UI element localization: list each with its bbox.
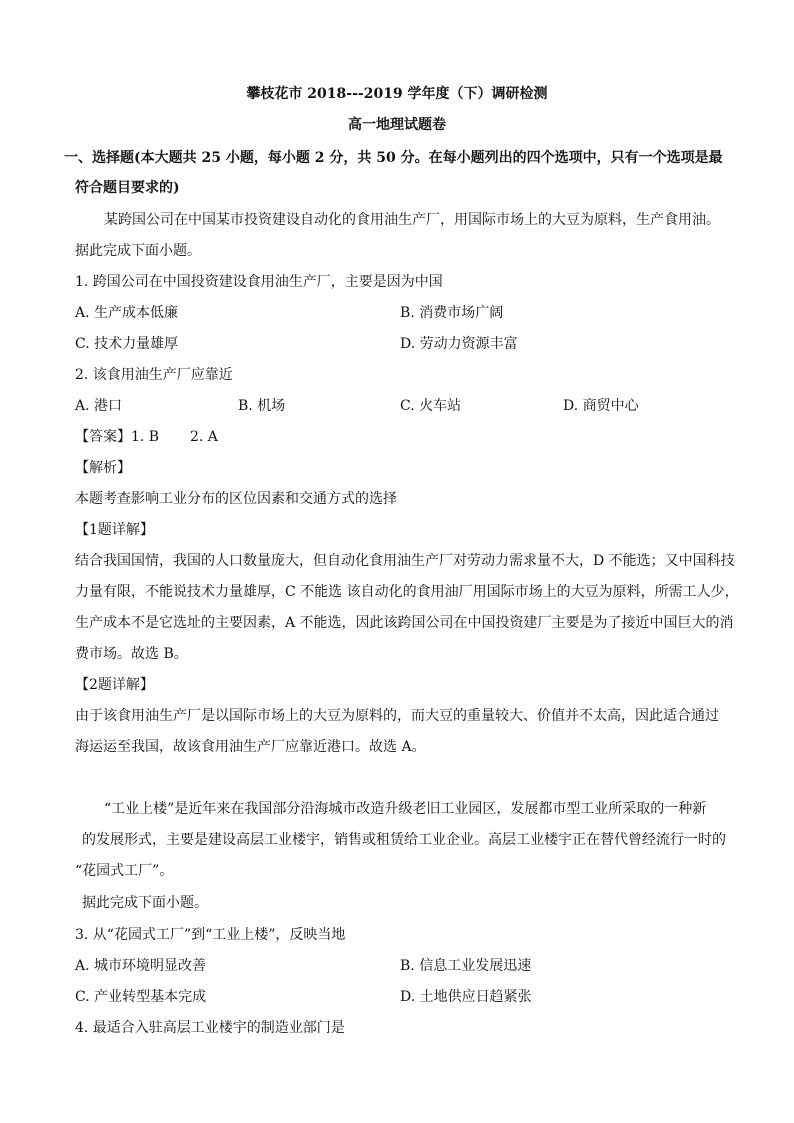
- detail1-line3: 生产成本不是它选址的主要因素，A 不能选，因此该跨国公司在中国投资建厂主要是为了接近中国巨大的消: [75, 615, 734, 631]
- q3-option-b: B. 信息工业发展迅速: [400, 958, 532, 974]
- q1-option-d: D. 劳动力资源丰富: [400, 336, 518, 352]
- q3-stem: 3. 从“花园式工厂”到“工业上楼”，反映当地: [75, 927, 346, 943]
- q4-stem: 4. 最适合入驻高层工业楼宇的制造业部门是: [75, 1020, 345, 1036]
- detail1-line1: 结合我国国情，我国的人口数量庞大，但自动化食用油生产厂对劳动力需求量不大，D 不能选；又中国科技: [75, 553, 735, 569]
- q3-option-a: A. 城市环境明显改善: [75, 958, 207, 974]
- detail1-line4: 费市场。故选 B。: [75, 646, 188, 662]
- q1-option-c: C. 技术力量雄厚: [75, 336, 179, 352]
- section-heading-line1: 一、选择题(本大题共 25 小题，每小题 2 分，共 50 分。在每小题列出的四个选项中，只有一个选项是最: [64, 150, 723, 166]
- q2-option-c: C. 火车站: [400, 398, 462, 414]
- analysis-text: 本题考查影响工业分布的区位因素和交通方式的选择: [75, 491, 397, 507]
- passage2-line4: 据此完成下面小题。: [82, 895, 208, 911]
- answer-second: 2. A: [190, 429, 218, 445]
- page-title: 攀枝花市 2018---2019 学年度（下）调研检测: [246, 86, 548, 102]
- detail1-label: 【1题详解】: [75, 522, 154, 538]
- analysis-label: 【解析】: [75, 460, 131, 476]
- passage2-line3: “花园式工厂”。: [75, 863, 174, 879]
- q1-stem: 1. 跨国公司在中国投资建设食用油生产厂，主要是因为中国: [75, 274, 443, 290]
- passage2-line2: 的发展形式，主要是建设高层工业楼宇，销售或租赁给工业企业。高层工业楼宇正在替代曾经流行一时的: [82, 832, 726, 848]
- q3-option-c: C. 产业转型基本完成: [75, 989, 207, 1005]
- q1-option-b: B. 消费市场广阔: [400, 305, 504, 321]
- passage2-line1: “工业上楼”是近年来在我国部分沿海城市改造升级老旧工业园区，发展都市型工业所采取的一种新: [104, 801, 707, 817]
- page-subtitle: 高一地理试题卷: [348, 117, 446, 133]
- q2-stem: 2. 该食用油生产厂应靠近: [75, 367, 233, 383]
- q2-option-b: B. 机场: [238, 398, 286, 414]
- detail2-label: 【2题详解】: [75, 677, 154, 693]
- detail1-line2: 力量有限，不能说技术力量雄厚，C 不能选 该自动化的食用油厂用国际市场上的大豆为原料，所需工人少，: [75, 584, 739, 600]
- q2-option-d: D. 商贸中心: [563, 398, 639, 414]
- passage1-line1: 某跨国公司在中国某市投资建设自动化的食用油生产厂，用国际市场上的大豆为原料，生产食用油。: [104, 212, 720, 228]
- passage1-line2: 据此完成下面小题。: [75, 243, 201, 259]
- answer-label: 【答案】1. B: [75, 429, 160, 445]
- q1-option-a: A. 生产成本低廉: [75, 305, 179, 321]
- section-heading-line2: 符合题目要求的): [75, 180, 180, 196]
- detail2-line1: 由于该食用油生产厂是以国际市场上的大豆为原料的，而大豆的重量较大、价值并不太高，因此适合通过: [75, 708, 719, 724]
- q3-option-d: D. 土地供应日趋紧张: [400, 989, 532, 1005]
- detail2-line2: 海运运至我国，故该食用油生产厂应靠近港口。故选 A。: [75, 739, 426, 755]
- q2-option-a: A. 港口: [75, 398, 123, 414]
